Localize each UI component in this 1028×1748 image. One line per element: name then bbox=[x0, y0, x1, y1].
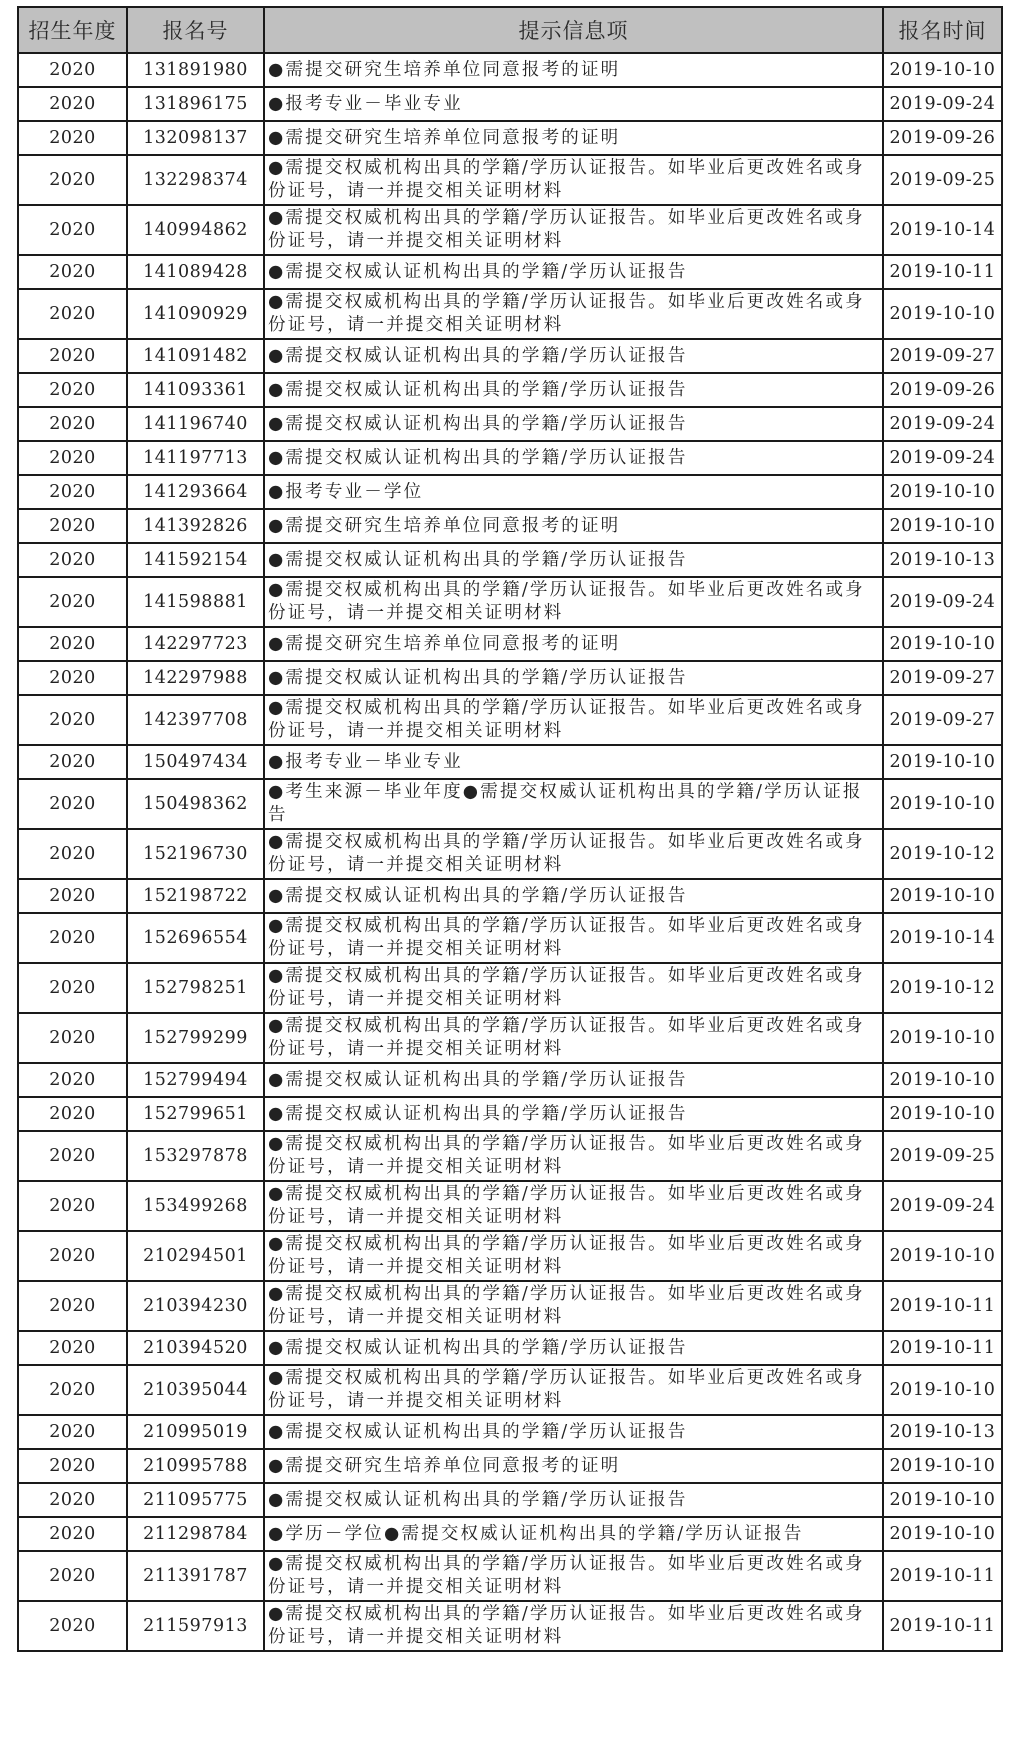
cell-registration-number: 152798251 bbox=[127, 963, 264, 1013]
cell-registration-date: 2019-10-12 bbox=[883, 829, 1002, 879]
cell-notice-items: ●需提交权威机构出具的学籍/学历认证报告。如毕业后更改姓名或身份证号，请一并提交相关证明材料 bbox=[264, 695, 883, 745]
registration-notice-table-container bbox=[17, 6, 1001, 1652]
cell-registration-date: 2019-09-27 bbox=[883, 661, 1002, 695]
cell-enrollment-year: 2020 bbox=[18, 373, 127, 407]
cell-notice-items: ●需提交权威认证机构出具的学籍/学历认证报告 bbox=[264, 1415, 883, 1449]
cell-enrollment-year: 2020 bbox=[18, 87, 127, 121]
cell-enrollment-year: 2020 bbox=[18, 1483, 127, 1517]
cell-notice-items: ●需提交权威机构出具的学籍/学历认证报告。如毕业后更改姓名或身份证号，请一并提交相关证明材料 bbox=[264, 1231, 883, 1281]
cell-notice-items: ●需提交权威机构出具的学籍/学历认证报告。如毕业后更改姓名或身份证号，请一并提交相关证明材料 bbox=[264, 205, 883, 255]
cell-registration-date: 2019-10-10 bbox=[883, 289, 1002, 339]
table-row bbox=[18, 913, 1002, 963]
cell-enrollment-year: 2020 bbox=[18, 1097, 127, 1131]
cell-notice-items: ●需提交研究生培养单位同意报考的证明 bbox=[264, 509, 883, 543]
table-row bbox=[18, 441, 1002, 475]
table-row bbox=[18, 963, 1002, 1013]
cell-notice-items: ●需提交研究生培养单位同意报考的证明 bbox=[264, 53, 883, 87]
header-registration-number: 报名号 bbox=[127, 7, 264, 53]
cell-registration-number: 152799299 bbox=[127, 1013, 264, 1063]
header-notice-items: 提示信息项 bbox=[264, 7, 883, 53]
cell-registration-number: 152799651 bbox=[127, 1097, 264, 1131]
table-row bbox=[18, 1517, 1002, 1551]
cell-registration-number: 211298784 bbox=[127, 1517, 264, 1551]
table-row bbox=[18, 205, 1002, 255]
cell-registration-number: 150497434 bbox=[127, 745, 264, 779]
cell-enrollment-year: 2020 bbox=[18, 1013, 127, 1063]
table-row bbox=[18, 1483, 1002, 1517]
cell-notice-items: ●需提交权威认证机构出具的学籍/学历认证报告 bbox=[264, 1097, 883, 1131]
cell-notice-items: ●需提交权威机构出具的学籍/学历认证报告。如毕业后更改姓名或身份证号，请一并提交相关证明材料 bbox=[264, 1181, 883, 1231]
cell-notice-items: ●需提交权威认证机构出具的学籍/学历认证报告 bbox=[264, 543, 883, 577]
cell-enrollment-year: 2020 bbox=[18, 407, 127, 441]
cell-registration-date: 2019-09-24 bbox=[883, 1181, 1002, 1231]
cell-enrollment-year: 2020 bbox=[18, 913, 127, 963]
cell-registration-date: 2019-10-10 bbox=[883, 879, 1002, 913]
cell-registration-number: 152198722 bbox=[127, 879, 264, 913]
cell-registration-number: 210394230 bbox=[127, 1281, 264, 1331]
cell-registration-date: 2019-09-24 bbox=[883, 87, 1002, 121]
cell-notice-items: ●报考专业－毕业专业 bbox=[264, 745, 883, 779]
cell-registration-date: 2019-10-10 bbox=[883, 1483, 1002, 1517]
cell-registration-number: 141293664 bbox=[127, 475, 264, 509]
table-row bbox=[18, 155, 1002, 205]
cell-enrollment-year: 2020 bbox=[18, 779, 127, 829]
cell-registration-number: 141392826 bbox=[127, 509, 264, 543]
cell-enrollment-year: 2020 bbox=[18, 1601, 127, 1651]
table-row bbox=[18, 289, 1002, 339]
table-row bbox=[18, 1551, 1002, 1601]
cell-registration-number: 142297723 bbox=[127, 627, 264, 661]
cell-enrollment-year: 2020 bbox=[18, 205, 127, 255]
cell-registration-date: 2019-09-27 bbox=[883, 339, 1002, 373]
table-row bbox=[18, 407, 1002, 441]
cell-enrollment-year: 2020 bbox=[18, 1181, 127, 1231]
table-row bbox=[18, 879, 1002, 913]
cell-enrollment-year: 2020 bbox=[18, 745, 127, 779]
cell-registration-number: 141598881 bbox=[127, 577, 264, 627]
table-row bbox=[18, 745, 1002, 779]
cell-notice-items: ●需提交权威机构出具的学籍/学历认证报告。如毕业后更改姓名或身份证号，请一并提交相关证明材料 bbox=[264, 1551, 883, 1601]
table-row bbox=[18, 627, 1002, 661]
cell-notice-items: ●需提交权威机构出具的学籍/学历认证报告。如毕业后更改姓名或身份证号，请一并提交相关证明材料 bbox=[264, 1013, 883, 1063]
table-row bbox=[18, 1181, 1002, 1231]
cell-registration-date: 2019-10-10 bbox=[883, 1365, 1002, 1415]
cell-registration-date: 2019-09-24 bbox=[883, 407, 1002, 441]
cell-registration-number: 150498362 bbox=[127, 779, 264, 829]
cell-enrollment-year: 2020 bbox=[18, 441, 127, 475]
cell-registration-date: 2019-10-10 bbox=[883, 1013, 1002, 1063]
cell-enrollment-year: 2020 bbox=[18, 155, 127, 205]
cell-registration-date: 2019-10-10 bbox=[883, 53, 1002, 87]
cell-registration-number: 140994862 bbox=[127, 205, 264, 255]
table-row bbox=[18, 695, 1002, 745]
cell-enrollment-year: 2020 bbox=[18, 121, 127, 155]
cell-enrollment-year: 2020 bbox=[18, 879, 127, 913]
cell-enrollment-year: 2020 bbox=[18, 339, 127, 373]
table-row bbox=[18, 53, 1002, 87]
cell-registration-date: 2019-10-10 bbox=[883, 627, 1002, 661]
cell-registration-date: 2019-10-11 bbox=[883, 1331, 1002, 1365]
cell-registration-number: 210394520 bbox=[127, 1331, 264, 1365]
table-row bbox=[18, 1063, 1002, 1097]
cell-notice-items: ●需提交研究生培养单位同意报考的证明 bbox=[264, 121, 883, 155]
cell-notice-items: ●需提交权威认证机构出具的学籍/学历认证报告 bbox=[264, 1063, 883, 1097]
cell-registration-number: 153297878 bbox=[127, 1131, 264, 1181]
table-row bbox=[18, 829, 1002, 879]
table-row bbox=[18, 1131, 1002, 1181]
cell-registration-date: 2019-10-10 bbox=[883, 745, 1002, 779]
cell-registration-number: 141091482 bbox=[127, 339, 264, 373]
cell-registration-date: 2019-09-24 bbox=[883, 441, 1002, 475]
cell-registration-number: 211597913 bbox=[127, 1601, 264, 1651]
cell-registration-date: 2019-10-13 bbox=[883, 1415, 1002, 1449]
registration-notice-table bbox=[17, 6, 1003, 1652]
table-row bbox=[18, 577, 1002, 627]
table-row bbox=[18, 1601, 1002, 1651]
cell-notice-items: ●需提交研究生培养单位同意报考的证明 bbox=[264, 627, 883, 661]
table-row bbox=[18, 1449, 1002, 1483]
table-row bbox=[18, 1331, 1002, 1365]
table-body bbox=[18, 53, 1002, 1651]
header-row bbox=[18, 7, 1002, 53]
cell-enrollment-year: 2020 bbox=[18, 509, 127, 543]
cell-registration-date: 2019-10-13 bbox=[883, 543, 1002, 577]
table-row bbox=[18, 543, 1002, 577]
cell-notice-items: ●需提交权威认证机构出具的学籍/学历认证报告 bbox=[264, 1331, 883, 1365]
cell-enrollment-year: 2020 bbox=[18, 1063, 127, 1097]
table-header bbox=[18, 7, 1002, 53]
cell-notice-items: ●需提交权威机构出具的学籍/学历认证报告。如毕业后更改姓名或身份证号，请一并提交相关证明材料 bbox=[264, 577, 883, 627]
cell-registration-date: 2019-09-26 bbox=[883, 373, 1002, 407]
table-row bbox=[18, 475, 1002, 509]
cell-registration-date: 2019-10-10 bbox=[883, 1063, 1002, 1097]
cell-registration-number: 132098137 bbox=[127, 121, 264, 155]
cell-registration-date: 2019-10-10 bbox=[883, 1517, 1002, 1551]
cell-registration-date: 2019-10-10 bbox=[883, 1449, 1002, 1483]
cell-notice-items: ●需提交权威机构出具的学籍/学历认证报告。如毕业后更改姓名或身份证号，请一并提交相关证明材料 bbox=[264, 1131, 883, 1181]
cell-notice-items: ●需提交权威机构出具的学籍/学历认证报告。如毕业后更改姓名或身份证号，请一并提交相关证明材料 bbox=[264, 1281, 883, 1331]
table-row bbox=[18, 1013, 1002, 1063]
table-row bbox=[18, 87, 1002, 121]
cell-notice-items: ●需提交权威认证机构出具的学籍/学历认证报告 bbox=[264, 661, 883, 695]
cell-notice-items: ●需提交权威认证机构出具的学籍/学历认证报告 bbox=[264, 255, 883, 289]
cell-registration-number: 153499268 bbox=[127, 1181, 264, 1231]
cell-registration-number: 132298374 bbox=[127, 155, 264, 205]
cell-enrollment-year: 2020 bbox=[18, 543, 127, 577]
cell-registration-date: 2019-10-11 bbox=[883, 1281, 1002, 1331]
cell-registration-date: 2019-10-14 bbox=[883, 205, 1002, 255]
cell-registration-number: 131891980 bbox=[127, 53, 264, 87]
cell-notice-items: ●学历－学位●需提交权威认证机构出具的学籍/学历认证报告 bbox=[264, 1517, 883, 1551]
cell-registration-number: 210995788 bbox=[127, 1449, 264, 1483]
cell-registration-date: 2019-09-25 bbox=[883, 1131, 1002, 1181]
cell-registration-date: 2019-09-24 bbox=[883, 577, 1002, 627]
table-row bbox=[18, 661, 1002, 695]
cell-registration-date: 2019-10-10 bbox=[883, 475, 1002, 509]
cell-registration-date: 2019-10-11 bbox=[883, 255, 1002, 289]
cell-registration-date: 2019-10-10 bbox=[883, 779, 1002, 829]
cell-notice-items: ●需提交权威认证机构出具的学籍/学历认证报告 bbox=[264, 879, 883, 913]
cell-registration-number: 141090929 bbox=[127, 289, 264, 339]
header-enrollment-year: 招生年度 bbox=[18, 7, 127, 53]
cell-registration-number: 210995019 bbox=[127, 1415, 264, 1449]
cell-enrollment-year: 2020 bbox=[18, 1551, 127, 1601]
cell-registration-date: 2019-09-25 bbox=[883, 155, 1002, 205]
cell-enrollment-year: 2020 bbox=[18, 1365, 127, 1415]
cell-enrollment-year: 2020 bbox=[18, 53, 127, 87]
cell-enrollment-year: 2020 bbox=[18, 1281, 127, 1331]
cell-notice-items: ●需提交权威认证机构出具的学籍/学历认证报告 bbox=[264, 407, 883, 441]
table-row bbox=[18, 1231, 1002, 1281]
table-row bbox=[18, 779, 1002, 829]
cell-notice-items: ●需提交权威认证机构出具的学籍/学历认证报告 bbox=[264, 339, 883, 373]
cell-registration-date: 2019-10-14 bbox=[883, 913, 1002, 963]
cell-registration-date: 2019-10-12 bbox=[883, 963, 1002, 1013]
cell-registration-date: 2019-10-10 bbox=[883, 1231, 1002, 1281]
cell-registration-number: 211391787 bbox=[127, 1551, 264, 1601]
cell-notice-items: ●需提交权威认证机构出具的学籍/学历认证报告 bbox=[264, 1483, 883, 1517]
cell-registration-number: 152696554 bbox=[127, 913, 264, 963]
table-row bbox=[18, 1365, 1002, 1415]
table-row bbox=[18, 255, 1002, 289]
cell-registration-number: 152196730 bbox=[127, 829, 264, 879]
cell-enrollment-year: 2020 bbox=[18, 695, 127, 745]
cell-enrollment-year: 2020 bbox=[18, 1231, 127, 1281]
cell-notice-items: ●考生来源－毕业年度●需提交权威认证机构出具的学籍/学历认证报告 bbox=[264, 779, 883, 829]
table-row bbox=[18, 121, 1002, 155]
cell-registration-number: 210294501 bbox=[127, 1231, 264, 1281]
table-row bbox=[18, 509, 1002, 543]
cell-registration-date: 2019-09-27 bbox=[883, 695, 1002, 745]
cell-enrollment-year: 2020 bbox=[18, 475, 127, 509]
cell-registration-number: 142397708 bbox=[127, 695, 264, 745]
cell-notice-items: ●报考专业－学位 bbox=[264, 475, 883, 509]
table-row bbox=[18, 1097, 1002, 1131]
cell-registration-date: 2019-09-26 bbox=[883, 121, 1002, 155]
cell-notice-items: ●需提交权威机构出具的学籍/学历认证报告。如毕业后更改姓名或身份证号，请一并提交相关证明材料 bbox=[264, 155, 883, 205]
cell-enrollment-year: 2020 bbox=[18, 829, 127, 879]
cell-registration-number: 210395044 bbox=[127, 1365, 264, 1415]
cell-enrollment-year: 2020 bbox=[18, 289, 127, 339]
cell-registration-number: 152799494 bbox=[127, 1063, 264, 1097]
cell-enrollment-year: 2020 bbox=[18, 1415, 127, 1449]
cell-enrollment-year: 2020 bbox=[18, 1331, 127, 1365]
cell-notice-items: ●报考专业－毕业专业 bbox=[264, 87, 883, 121]
cell-registration-number: 142297988 bbox=[127, 661, 264, 695]
cell-enrollment-year: 2020 bbox=[18, 577, 127, 627]
cell-notice-items: ●需提交权威机构出具的学籍/学历认证报告。如毕业后更改姓名或身份证号，请一并提交相关证明材料 bbox=[264, 1365, 883, 1415]
cell-notice-items: ●需提交权威机构出具的学籍/学历认证报告。如毕业后更改姓名或身份证号，请一并提交相关证明材料 bbox=[264, 1601, 883, 1651]
cell-registration-number: 141592154 bbox=[127, 543, 264, 577]
table-row bbox=[18, 339, 1002, 373]
cell-enrollment-year: 2020 bbox=[18, 255, 127, 289]
cell-enrollment-year: 2020 bbox=[18, 1517, 127, 1551]
cell-enrollment-year: 2020 bbox=[18, 1449, 127, 1483]
cell-enrollment-year: 2020 bbox=[18, 1131, 127, 1181]
cell-enrollment-year: 2020 bbox=[18, 963, 127, 1013]
cell-registration-date: 2019-10-10 bbox=[883, 509, 1002, 543]
cell-enrollment-year: 2020 bbox=[18, 627, 127, 661]
cell-registration-date: 2019-10-11 bbox=[883, 1601, 1002, 1651]
table-row bbox=[18, 373, 1002, 407]
cell-notice-items: ●需提交研究生培养单位同意报考的证明 bbox=[264, 1449, 883, 1483]
table-row bbox=[18, 1281, 1002, 1331]
cell-notice-items: ●需提交权威机构出具的学籍/学历认证报告。如毕业后更改姓名或身份证号，请一并提交相关证明材料 bbox=[264, 963, 883, 1013]
cell-notice-items: ●需提交权威机构出具的学籍/学历认证报告。如毕业后更改姓名或身份证号，请一并提交相关证明材料 bbox=[264, 913, 883, 963]
cell-notice-items: ●需提交权威机构出具的学籍/学历认证报告。如毕业后更改姓名或身份证号，请一并提交相关证明材料 bbox=[264, 289, 883, 339]
cell-notice-items: ●需提交权威认证机构出具的学籍/学历认证报告 bbox=[264, 373, 883, 407]
cell-registration-number: 131896175 bbox=[127, 87, 264, 121]
cell-notice-items: ●需提交权威认证机构出具的学籍/学历认证报告 bbox=[264, 441, 883, 475]
cell-registration-date: 2019-10-11 bbox=[883, 1551, 1002, 1601]
cell-registration-number: 141093361 bbox=[127, 373, 264, 407]
cell-registration-date: 2019-10-10 bbox=[883, 1097, 1002, 1131]
table-row bbox=[18, 1415, 1002, 1449]
cell-registration-number: 141196740 bbox=[127, 407, 264, 441]
cell-registration-number: 141197713 bbox=[127, 441, 264, 475]
header-registration-date: 报名时间 bbox=[883, 7, 1002, 53]
cell-registration-number: 141089428 bbox=[127, 255, 264, 289]
cell-registration-number: 211095775 bbox=[127, 1483, 264, 1517]
cell-enrollment-year: 2020 bbox=[18, 661, 127, 695]
cell-notice-items: ●需提交权威机构出具的学籍/学历认证报告。如毕业后更改姓名或身份证号，请一并提交相关证明材料 bbox=[264, 829, 883, 879]
